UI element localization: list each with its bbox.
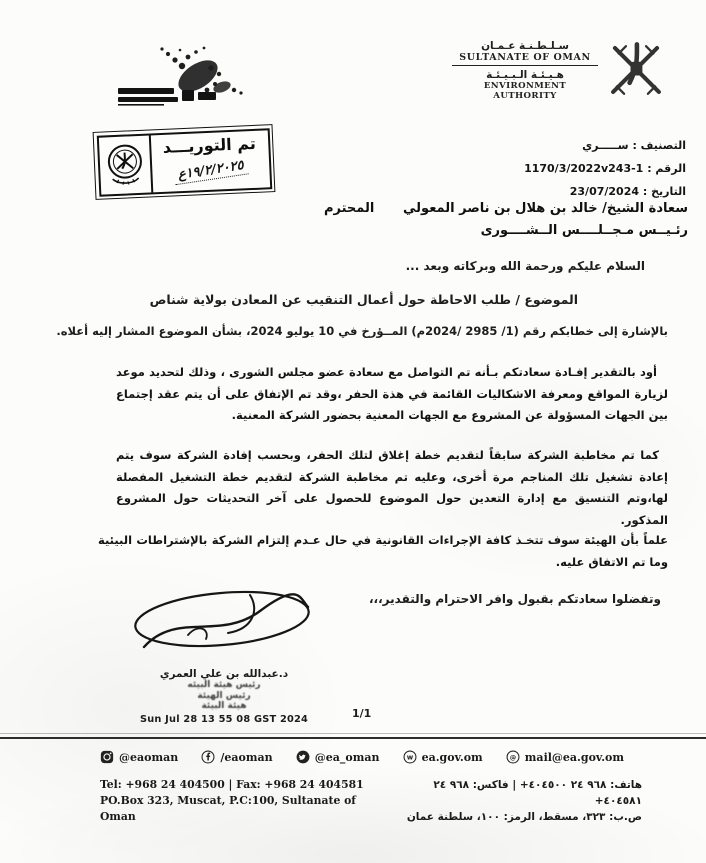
- facebook-handle: /eaoman: [220, 750, 273, 764]
- authority-logo-text: [452, 40, 598, 101]
- signature-scribble: [128, 583, 318, 671]
- page-number: 1/1: [352, 707, 372, 720]
- instagram-handle: @eaoman: [119, 750, 179, 764]
- svg-text:@: @: [509, 753, 516, 762]
- addressee-block: [324, 201, 688, 238]
- classification-line: [436, 134, 686, 157]
- signatory-title-2: رئيس الهيئة: [197, 690, 251, 701]
- twitter-icon: [296, 750, 310, 764]
- social-twitter: [296, 750, 380, 764]
- body-paragraph-3: علماً بأن الهيئة سوف تتخـذ كافة الإجراءات القانونية في حال عـدم إلتزام الشركة بالإشتراطات البيئية وما تم الاتفاق عليه.: [98, 533, 668, 569]
- facebook-icon: [201, 750, 215, 764]
- signatory-title-3: هيئة البيئة: [201, 701, 247, 711]
- letter-date-value: 23/07/2024: [569, 185, 640, 198]
- contact-en-phone: Tel: +968 24 404500 | Fax: +968 24 404581: [100, 778, 364, 792]
- addressee-name: سعادة الشيخ/ خالد بن هلال بن ناصر المعولي: [403, 201, 688, 216]
- reference-line: بالإشارة إلى خطابكم رقم (1/ 2985 /2024م) المــؤرخ في 10 يوليو 2024، بشأن الموضوع المشار إليه أعلاه.: [56, 324, 668, 338]
- website-icon: [403, 750, 417, 764]
- social-row: [100, 750, 624, 764]
- website-url: ea.gov.om: [421, 750, 483, 764]
- social-website: [403, 750, 483, 764]
- letter-footer: [0, 733, 706, 825]
- letter-date-label: التاريخ :: [642, 185, 686, 198]
- signatory-title-1: رئيس هيئة البيئه: [187, 680, 261, 690]
- contact-ar-address: ص.ب: ٣٢٣، مسقط، الرمز: ١٠٠، سلطنة عمان: [406, 811, 642, 824]
- footer-divider-thick: [0, 737, 706, 739]
- secondary-logo: [112, 40, 267, 118]
- sultanate-name-arabic: سـلـطـنـة عـمـان: [481, 40, 569, 52]
- contact-info: [100, 777, 642, 825]
- twitter-handle: @ea_oman: [314, 750, 380, 764]
- handwritten-delivery-date: ١٩/٢/٢٠٢٥ع: [173, 157, 249, 185]
- svg-text:w: w: [406, 754, 413, 763]
- reference-number-label: الرقم :: [647, 162, 686, 175]
- signature-timestamp: Sun Jul 28 13 55 08 GST 2024: [139, 713, 309, 725]
- body-paragraph-1: أود بالتقدير إفـادة سعادتكم بـأنه تم التواصل مع سعادة عضو مجلس الشورى ، وذلك لتحديد موعد لزيارة المواقع ومعرفة الاشكاليات القائمة في هذة الحفر ،وقد تم الإتفاق على أن يتم عقد إجتماع بين الجهات المسؤولة عن المشروع مع الجهات المعنية بحضور الشركة المعنية.: [116, 365, 668, 422]
- letter-date-line: [436, 180, 686, 203]
- stamp-seal-icon: [98, 135, 152, 194]
- contact-arabic: [388, 777, 642, 825]
- social-facebook: [201, 750, 272, 764]
- addressee-honorific: المحترم: [324, 201, 375, 216]
- letter-meta: [436, 134, 686, 203]
- classification-value: ســـــري: [582, 139, 629, 152]
- delivery-stamp-label: تم التوريـــد: [162, 133, 257, 157]
- contact-ar-phone: هاتف: ٩٦٨ ٢٤ ٤٠٤٥٠٠+ | فاكس: ٩٦٨ ٢٤ ٤٠٤٥٨١+: [433, 779, 642, 808]
- contact-en-address: PO.Box 323, Muscat, P.C:100, Sultanate of Oman: [100, 794, 356, 824]
- sultanate-name-english: SULTANATE OF OMAN: [452, 52, 598, 66]
- authority-name-english: ENVIRONMENT AUTHORITY: [483, 81, 567, 101]
- footer-divider-thin: [0, 733, 706, 734]
- reference-number-line: [436, 157, 686, 180]
- instagram-icon: [100, 750, 114, 764]
- oman-national-emblem-icon: [604, 40, 668, 100]
- reference-number-value: 1170/3/2022v243-1: [524, 162, 644, 175]
- splash-logo-icon: [112, 103, 267, 122]
- social-instagram: [100, 750, 178, 764]
- environment-authority-logo: [452, 40, 670, 101]
- body-paragraph-2: كما تم مخاطبة الشركة سابقاً لتقديم خطة إغلاق لتلك الحفر، وبحسب إفادة الشركة سوف يتم إعادة تشغيل تلك المناجم مرة أخرى، وعليه تم مخاطبة الشركة لتقديم خطة التشغيل المفصلة لها،وتم التنسيق مع إدارة التعدين حول الموضوع للحصول على آخر التحديثات حول المشروع المذكور.: [116, 448, 668, 527]
- delivery-stamp: [93, 124, 276, 200]
- social-email: [506, 750, 624, 764]
- authority-name-arabic: هـيـئـة الـبـيـئـة: [486, 69, 564, 81]
- email-address: mail@ea.gov.om: [524, 750, 624, 764]
- email-icon: [506, 750, 520, 764]
- signatory-block: [138, 668, 310, 725]
- classification-label: التصنيف :: [632, 139, 686, 152]
- subject-line: الموضوع / طلب الاحاطة حول أعمال التنقيب عن المعادن بولاية شناص: [149, 292, 578, 307]
- contact-english: [100, 777, 388, 825]
- addressee-title: رئـيــس مـجــلــــس الــشــــورى: [480, 223, 688, 238]
- signatory-name: د.عبدالله بن علي العمري: [159, 668, 289, 680]
- closing-line: وتفضلوا سعادتكم بقبول وافر الاحترام والتقدير،،،: [368, 592, 661, 606]
- salutation: السلام عليكم ورحمة الله وبركاته وبعد ...: [405, 259, 645, 273]
